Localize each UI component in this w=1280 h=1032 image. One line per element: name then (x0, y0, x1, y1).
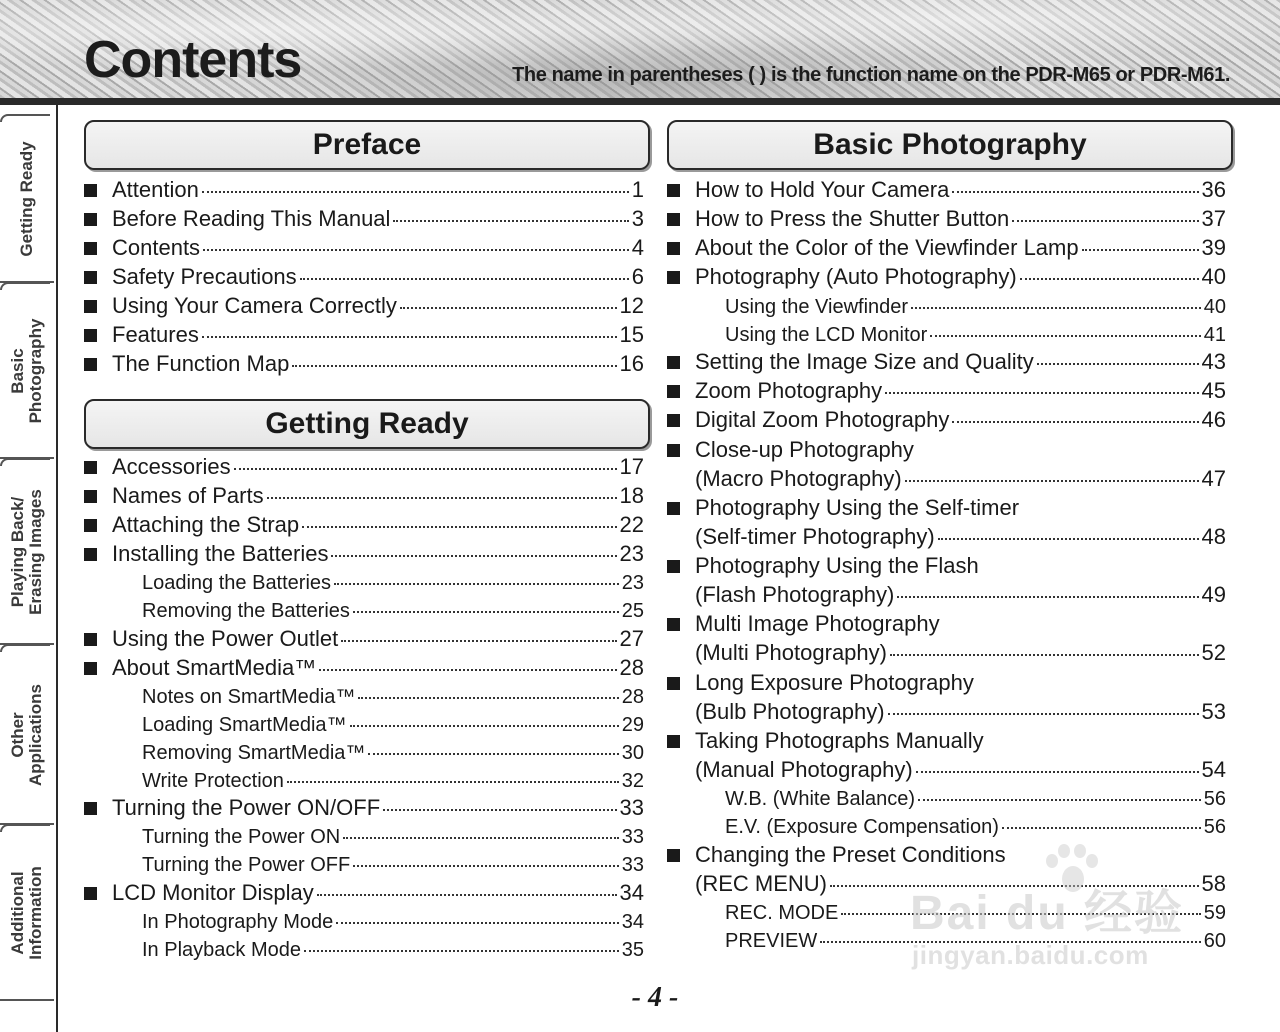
entry-title: (Self-timer Photography) (695, 524, 935, 549)
leader-dots (1037, 363, 1199, 365)
side-tab-bar (0, 105, 58, 1032)
entry-page: 54 (1201, 757, 1226, 782)
leader-dots (400, 307, 617, 309)
entry-title: W.B. (White Balance) (725, 788, 916, 810)
toc-entry[interactable] (695, 349, 1226, 375)
leader-dots (353, 611, 619, 613)
watermark-url: jingyan.baidu.com (912, 940, 1149, 970)
toc-entry[interactable] (142, 910, 644, 934)
leader-dots (358, 697, 618, 699)
toc-entry[interactable] (112, 293, 644, 319)
toc-entry[interactable] (725, 323, 1226, 347)
header-rule (0, 98, 1280, 105)
tab-playing-back[interactable] (0, 461, 54, 645)
toc-entry[interactable] (142, 769, 644, 793)
entry-title: (Multi Photography) (695, 640, 887, 665)
tab-label: Additional Information (8, 866, 45, 960)
bullet-icon (667, 356, 680, 369)
bullet-icon (667, 242, 680, 255)
entry-page: 48 (1201, 524, 1226, 549)
leader-dots (911, 307, 1201, 309)
entry-title: Using the Viewfinder (725, 296, 909, 318)
entry-page: 34 (619, 880, 644, 905)
bullet-icon (84, 548, 97, 561)
bullet-icon (84, 213, 97, 226)
leader-dots (393, 220, 628, 222)
bullet-icon (667, 271, 680, 284)
entry-page: 35 (621, 939, 644, 961)
entry-title: The Function Map (112, 351, 290, 376)
section-basic-photography: Basic Photography (667, 120, 1233, 170)
entry-page: 37 (1201, 206, 1226, 231)
entry-page: 28 (621, 686, 644, 708)
entry-page: 32 (621, 770, 644, 792)
toc-entry[interactable] (695, 264, 1226, 290)
entry-page: 17 (619, 454, 644, 479)
bullet-icon (84, 887, 97, 900)
entry-page: 33 (619, 795, 644, 820)
entry-title: LCD Monitor Display (112, 880, 314, 905)
entry-page: 46 (1201, 407, 1226, 432)
toc-entry[interactable] (725, 815, 1226, 839)
toc-entry[interactable] (112, 206, 644, 232)
leader-dots (302, 526, 616, 528)
entry-page: 30 (621, 742, 644, 764)
header-note: The name in parentheses ( ) is the function name on the PDR-M65 or PDR-M61. (512, 64, 1230, 86)
bullet-icon (84, 300, 97, 313)
entry-title: Long Exposure Photography (695, 670, 974, 695)
entry-page: 33 (621, 826, 644, 848)
leader-dots (319, 669, 616, 671)
toc-entry[interactable] (695, 177, 1226, 203)
toc-entry[interactable] (112, 483, 644, 509)
toc-entry[interactable] (725, 787, 1226, 811)
leader-dots (918, 799, 1201, 801)
leader-dots (267, 497, 617, 499)
toc-entry[interactable] (112, 626, 644, 652)
entry-page: 25 (621, 600, 644, 622)
toc-entry[interactable] (695, 466, 1226, 492)
entry-title: How to Hold Your Camera (695, 177, 950, 202)
entry-title: Installing the Batteries (112, 541, 329, 566)
toc-entry[interactable] (112, 235, 644, 261)
entry-title: PREVIEW (725, 930, 818, 952)
toc-entry[interactable] (695, 582, 1226, 608)
leader-dots (368, 753, 618, 755)
bullet-icon (84, 519, 97, 532)
leader-dots (905, 480, 1199, 482)
entry-title: Before Reading This Manual (112, 206, 391, 231)
bullet-icon (84, 242, 97, 255)
section-preface: Preface (84, 120, 650, 170)
watermark (910, 840, 1210, 980)
bullet-icon (667, 213, 680, 226)
entry-page: 60 (1203, 930, 1226, 952)
bullet-icon (667, 444, 680, 457)
toc-entry[interactable] (142, 713, 644, 737)
entry-title: Write Protection (142, 770, 284, 792)
tab-additional-information[interactable] (0, 827, 54, 1001)
tab-label: Getting Ready (17, 141, 36, 257)
leader-dots (897, 596, 1198, 598)
leader-dots (336, 922, 619, 924)
toc-entry[interactable] (142, 853, 644, 877)
leader-dots (317, 894, 617, 896)
entry-title: Photography Using the Self-timer (695, 495, 1020, 520)
leader-dots (343, 837, 619, 839)
toc-entry[interactable] (112, 177, 644, 203)
toc-entry[interactable] (112, 880, 644, 906)
entry-title: Using the LCD Monitor (725, 324, 928, 346)
entry-page: 47 (1201, 466, 1226, 491)
entry-page: 40 (1203, 296, 1226, 318)
entry-title: Zoom Photography (695, 378, 883, 403)
toc-entry[interactable] (695, 699, 1226, 725)
leader-dots (334, 583, 619, 585)
leader-dots (292, 365, 616, 367)
entry-title: (Macro Photography) (695, 466, 902, 491)
entry-title: How to Press the Shutter Button (695, 206, 1010, 231)
bullet-icon (84, 271, 97, 284)
entry-page: 56 (1203, 788, 1226, 810)
entry-page: 59 (1203, 902, 1226, 924)
leader-dots (890, 654, 1199, 656)
toc-entry[interactable] (695, 378, 1226, 404)
entry-page: 12 (619, 293, 644, 318)
leader-dots (353, 865, 619, 867)
entry-page: 56 (1203, 816, 1226, 838)
toc-entry[interactable] (695, 524, 1226, 550)
leader-dots (304, 950, 619, 952)
leader-dots (930, 335, 1200, 337)
entry-title: (Flash Photography) (695, 582, 895, 607)
entry-title: Close-up Photography (695, 437, 914, 462)
bullet-icon (667, 385, 680, 398)
leader-dots (938, 538, 1199, 540)
entry-page: 49 (1201, 582, 1226, 607)
leader-dots (1020, 278, 1199, 280)
bullet-icon (84, 329, 97, 342)
entry-title: (REC MENU) (695, 871, 827, 896)
toc-entry[interactable] (695, 640, 1226, 666)
leader-dots (234, 468, 617, 470)
leader-dots (1002, 827, 1201, 829)
page-number: - 4 - (631, 982, 679, 1013)
entry-page: 15 (619, 322, 644, 347)
entry-page: 39 (1201, 235, 1226, 260)
entry-page: 40 (1201, 264, 1226, 289)
tab-label: Other Applications (8, 683, 45, 787)
toc-entry[interactable] (142, 571, 644, 595)
leader-dots (350, 725, 619, 727)
entry-title: E.V. (Exposure Compensation) (725, 816, 999, 838)
leader-dots (1082, 249, 1199, 251)
entry-page: 52 (1201, 640, 1226, 665)
entry-title: Turning the Power OFF (142, 854, 351, 876)
bullet-icon (667, 618, 680, 631)
leader-dots (952, 421, 1198, 423)
bullet-icon (84, 633, 97, 646)
entry-title: About SmartMedia™ (112, 655, 317, 680)
leader-dots (885, 392, 1198, 394)
watermark-logo: Bai du 经验 (910, 887, 1185, 940)
entry-title: Contents (112, 235, 201, 260)
entry-title: REC. MODE (725, 902, 839, 924)
entry-page: 3 (631, 206, 644, 231)
entry-page: 53 (1201, 699, 1226, 724)
toc-entry[interactable] (142, 741, 644, 765)
toc-entry[interactable] (142, 938, 644, 962)
entry-page: 36 (1201, 177, 1226, 202)
entry-title: Safety Precautions (112, 264, 297, 289)
entry-page: 45 (1201, 378, 1226, 403)
entry-page: 23 (621, 572, 644, 594)
bullet-icon (84, 662, 97, 675)
tab-basic-photography[interactable] (0, 285, 54, 459)
entry-page: 43 (1201, 349, 1226, 374)
toc-entry[interactable] (142, 825, 644, 849)
bullet-icon (667, 184, 680, 197)
tab-other-applications[interactable] (0, 647, 54, 825)
bullet-icon (667, 560, 680, 573)
entry-title: Names of Parts (112, 483, 264, 508)
entry-title: Turning the Power ON/OFF (112, 795, 381, 820)
entry-title: Removing the Batteries (142, 600, 350, 622)
leader-dots (202, 191, 629, 193)
bullet-icon (84, 461, 97, 474)
entry-page: 27 (619, 626, 644, 651)
page-title: Contents (84, 31, 302, 89)
toc-entry[interactable] (725, 295, 1226, 319)
entry-title: Notes on SmartMedia™ (142, 686, 356, 708)
entry-title: Attention (112, 177, 199, 202)
toc-entry[interactable] (112, 264, 644, 290)
entry-title: Loading SmartMedia™ (142, 714, 347, 736)
entry-title: Turning the Power ON (142, 826, 341, 848)
tab-label: Playing Back/ Erasing Images (8, 489, 45, 615)
bullet-icon (667, 502, 680, 515)
leader-dots (341, 640, 616, 642)
toc-entry[interactable] (112, 454, 644, 480)
entry-title: Using Your Camera Correctly (112, 293, 397, 318)
entry-title: Removing SmartMedia™ (142, 742, 366, 764)
toc-entry[interactable] (695, 757, 1226, 783)
leader-dots (952, 191, 1198, 193)
section-getting-ready: Getting Ready (84, 399, 650, 449)
toc-entry[interactable] (112, 795, 644, 821)
toc-entry[interactable] (142, 685, 644, 709)
entry-title: In Photography Mode (142, 911, 334, 933)
tab-getting-ready[interactable] (0, 117, 54, 283)
toc-entry[interactable] (695, 407, 1226, 433)
leader-dots (287, 781, 619, 783)
bullet-icon (667, 677, 680, 690)
leader-dots (202, 336, 617, 338)
entry-page: 33 (621, 854, 644, 876)
entry-page: 41 (1203, 324, 1226, 346)
entry-title: In Playback Mode (142, 939, 301, 961)
entry-page: 4 (631, 235, 644, 260)
bullet-icon (84, 358, 97, 371)
entry-page: 23 (619, 541, 644, 566)
bullet-icon (84, 184, 97, 197)
entry-title: Accessories (112, 454, 231, 479)
toc-entry[interactable] (112, 655, 644, 681)
leader-dots (331, 555, 616, 557)
entry-title: Digital Zoom Photography (695, 407, 950, 432)
entry-title: Setting the Image Size and Quality (695, 349, 1034, 374)
entry-page: 16 (619, 351, 644, 376)
entry-title: Photography Using the Flash (695, 553, 979, 578)
entry-page: 1 (631, 177, 644, 202)
entry-title: (Bulb Photography) (695, 699, 885, 724)
entry-title: Taking Photographs Manually (695, 728, 984, 753)
toc-entry[interactable] (112, 541, 644, 567)
leader-dots (888, 713, 1199, 715)
toc-entry[interactable] (112, 322, 644, 348)
entry-title: Using the Power Outlet (112, 626, 339, 651)
entry-page: 58 (1201, 871, 1226, 896)
leader-dots (383, 809, 616, 811)
entry-title: Loading the Batteries (142, 572, 332, 594)
bullet-icon (667, 735, 680, 748)
entry-title: Changing the Preset Conditions (695, 842, 1006, 867)
leader-dots (1012, 220, 1198, 222)
toc-entry[interactable] (142, 599, 644, 623)
entry-title: Features (112, 322, 199, 347)
leader-dots (300, 278, 629, 280)
entry-page: 18 (619, 483, 644, 508)
entry-page: 22 (619, 512, 644, 537)
tab-label: Basic Photography (8, 318, 45, 424)
toc-entry[interactable] (695, 235, 1226, 261)
leader-dots (916, 771, 1199, 773)
entry-title: About the Color of the Viewfinder Lamp (695, 235, 1079, 260)
entry-title: Multi Image Photography (695, 611, 940, 636)
entry-title: (Manual Photography) (695, 757, 913, 782)
entry-title: Photography (Auto Photography) (695, 264, 1017, 289)
entry-page: 34 (621, 911, 644, 933)
bullet-icon (667, 849, 680, 862)
toc-entry[interactable] (695, 206, 1226, 232)
bullet-icon (84, 802, 97, 815)
entry-page: 28 (619, 655, 644, 680)
entry-page: 6 (631, 264, 644, 289)
bullet-icon (84, 490, 97, 503)
bullet-icon (667, 414, 680, 427)
toc-entry[interactable] (112, 351, 644, 377)
entry-page: 29 (621, 714, 644, 736)
entry-title: Attaching the Strap (112, 512, 300, 537)
leader-dots (203, 249, 629, 251)
toc-entry[interactable] (112, 512, 644, 538)
